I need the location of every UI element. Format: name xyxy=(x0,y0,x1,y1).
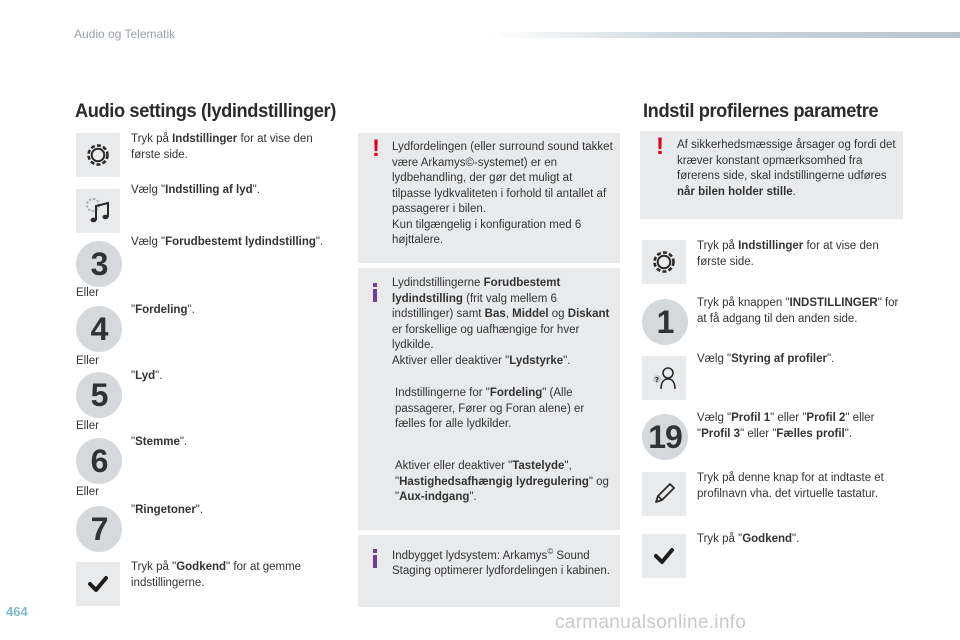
info-icon xyxy=(373,289,377,302)
left-step-2: Vælg "Indstilling af lyd". xyxy=(131,184,260,196)
step-number-5: 5 xyxy=(76,372,122,418)
right-step-1: Tryk på Indstillinger for at vise den første side. xyxy=(697,240,879,268)
gear-music-icon xyxy=(83,196,113,226)
svg-text:?: ? xyxy=(654,376,660,384)
edit-name-icon-box[interactable] xyxy=(642,472,686,516)
eller-label-4: Eller xyxy=(76,486,100,498)
settings-gear-icon-box-right[interactable] xyxy=(642,240,686,284)
right-step-3: Vælg "Styring af profiler". xyxy=(697,353,835,365)
step-number-6: 6 xyxy=(76,438,122,484)
profile-question-icon xyxy=(649,363,679,393)
page-number: 464 xyxy=(6,604,28,619)
confirm-icon-box-right[interactable] xyxy=(642,534,686,578)
left-step-1: Tryk på Indstillinger for at vise den første side. xyxy=(131,133,313,161)
warning-text: Lydfordelingen (eller surround sound takket være Arkamys©-systemet) er en lydbehandling, der gør det muligt at tilpasse lydkvaliteten i forhold til antallet af passagerer i bilen. Kun tilgængelig i konfiguration med 6 højttalere. xyxy=(392,141,613,246)
profile-icon-box[interactable] xyxy=(642,356,686,400)
settings-gear-icon-box[interactable] xyxy=(76,133,120,177)
header-bar xyxy=(490,32,960,38)
step-number-7: 7 xyxy=(76,506,122,552)
info1-paragraph-3: Aktiver eller deaktiver "Tastelyde", "Hastighedsafhængig lydregulering" og "Aux-indgang". xyxy=(395,460,609,503)
info-icon-2 xyxy=(373,555,377,568)
gear-icon xyxy=(83,140,113,170)
eller-label-3: Eller xyxy=(76,420,100,432)
warning-note-sound-distribution xyxy=(358,133,620,263)
info1-paragraph-2: Indstillingerne for "Fordeling" (Alle passagerer, Fører og Foran alene) er fælles for alle lydkilder. xyxy=(395,387,585,430)
step-number-3: 3 xyxy=(76,241,122,287)
confirm-icon-box-left[interactable] xyxy=(76,562,120,606)
pencil-icon xyxy=(649,479,679,509)
checkmark-icon xyxy=(649,541,679,571)
step-number-1: 1 xyxy=(642,299,688,345)
right-step-6: Tryk på "Godkend". xyxy=(697,533,800,545)
left-step-6: "Stemme". xyxy=(131,436,188,448)
eller-label-2: Eller xyxy=(76,355,100,367)
info-note-arkamys xyxy=(358,535,620,607)
step-number-19: 19 xyxy=(642,414,688,460)
right-step-4: Vælg "Profil 1" eller "Profil 2" eller "Profil 3" eller "Fælles profil". xyxy=(697,412,875,440)
info2-text: Indbygget lydsystem: Arkamys© Sound Staging optimerer lydfordelingen i kabinen. xyxy=(392,547,610,578)
sound-settings-icon-box[interactable] xyxy=(76,189,120,233)
right-step-2: Tryk på knappen "INDSTILLINGER" for at få adgang til den anden side. xyxy=(697,297,899,325)
eller-label-1: Eller xyxy=(76,287,100,299)
watermark: carmanualsonline.info xyxy=(555,612,747,633)
right-step-5: Tryk på denne knap for at indtaste et profilnavn vha. det virtuelle tastatur. xyxy=(697,472,884,500)
left-step-7: "Ringetoner". xyxy=(131,504,204,516)
info1-paragraph-1: Lydindstillingerne Forudbestemt lydindstilling (frit valg mellem 6 indstillinger) samt Bas, Middel og Diskant er forskellige og uafhængige for hver lydkilde. Aktiver eller deaktiver "Lydstyrke". xyxy=(392,277,610,367)
checkmark-icon xyxy=(83,569,113,599)
safety-warning-text: Af sikkerhedsmæssige årsager og fordi det kræver konstant opmærksomhed fra førerens side, skal indstillingerne udføres når bilen holder stille. xyxy=(677,139,896,198)
left-section-title: Audio settings (lydindstillinger) xyxy=(75,101,336,122)
left-step-3: Vælg "Forudbestemt lydindstilling". xyxy=(131,236,324,248)
left-step-4: "Fordeling". xyxy=(131,304,195,316)
right-section-title: Indstil profilernes parametre xyxy=(643,101,879,122)
gear-icon xyxy=(649,247,679,277)
warning-exclamation-icon-2: ! xyxy=(656,133,664,160)
left-step-5: "Lyd". xyxy=(131,370,163,382)
warning-note-safety xyxy=(640,131,903,219)
step-number-4: 4 xyxy=(76,306,122,352)
info-icon-dot-2 xyxy=(373,549,377,553)
info-icon-dot xyxy=(373,283,377,287)
header-title: Audio og Telematik xyxy=(74,27,176,41)
warning-exclamation-icon: ! xyxy=(372,135,380,162)
info-note-sound-settings xyxy=(358,268,620,530)
left-step-8: Tryk på "Godkend" for at gemme indstillingerne. xyxy=(131,561,302,589)
